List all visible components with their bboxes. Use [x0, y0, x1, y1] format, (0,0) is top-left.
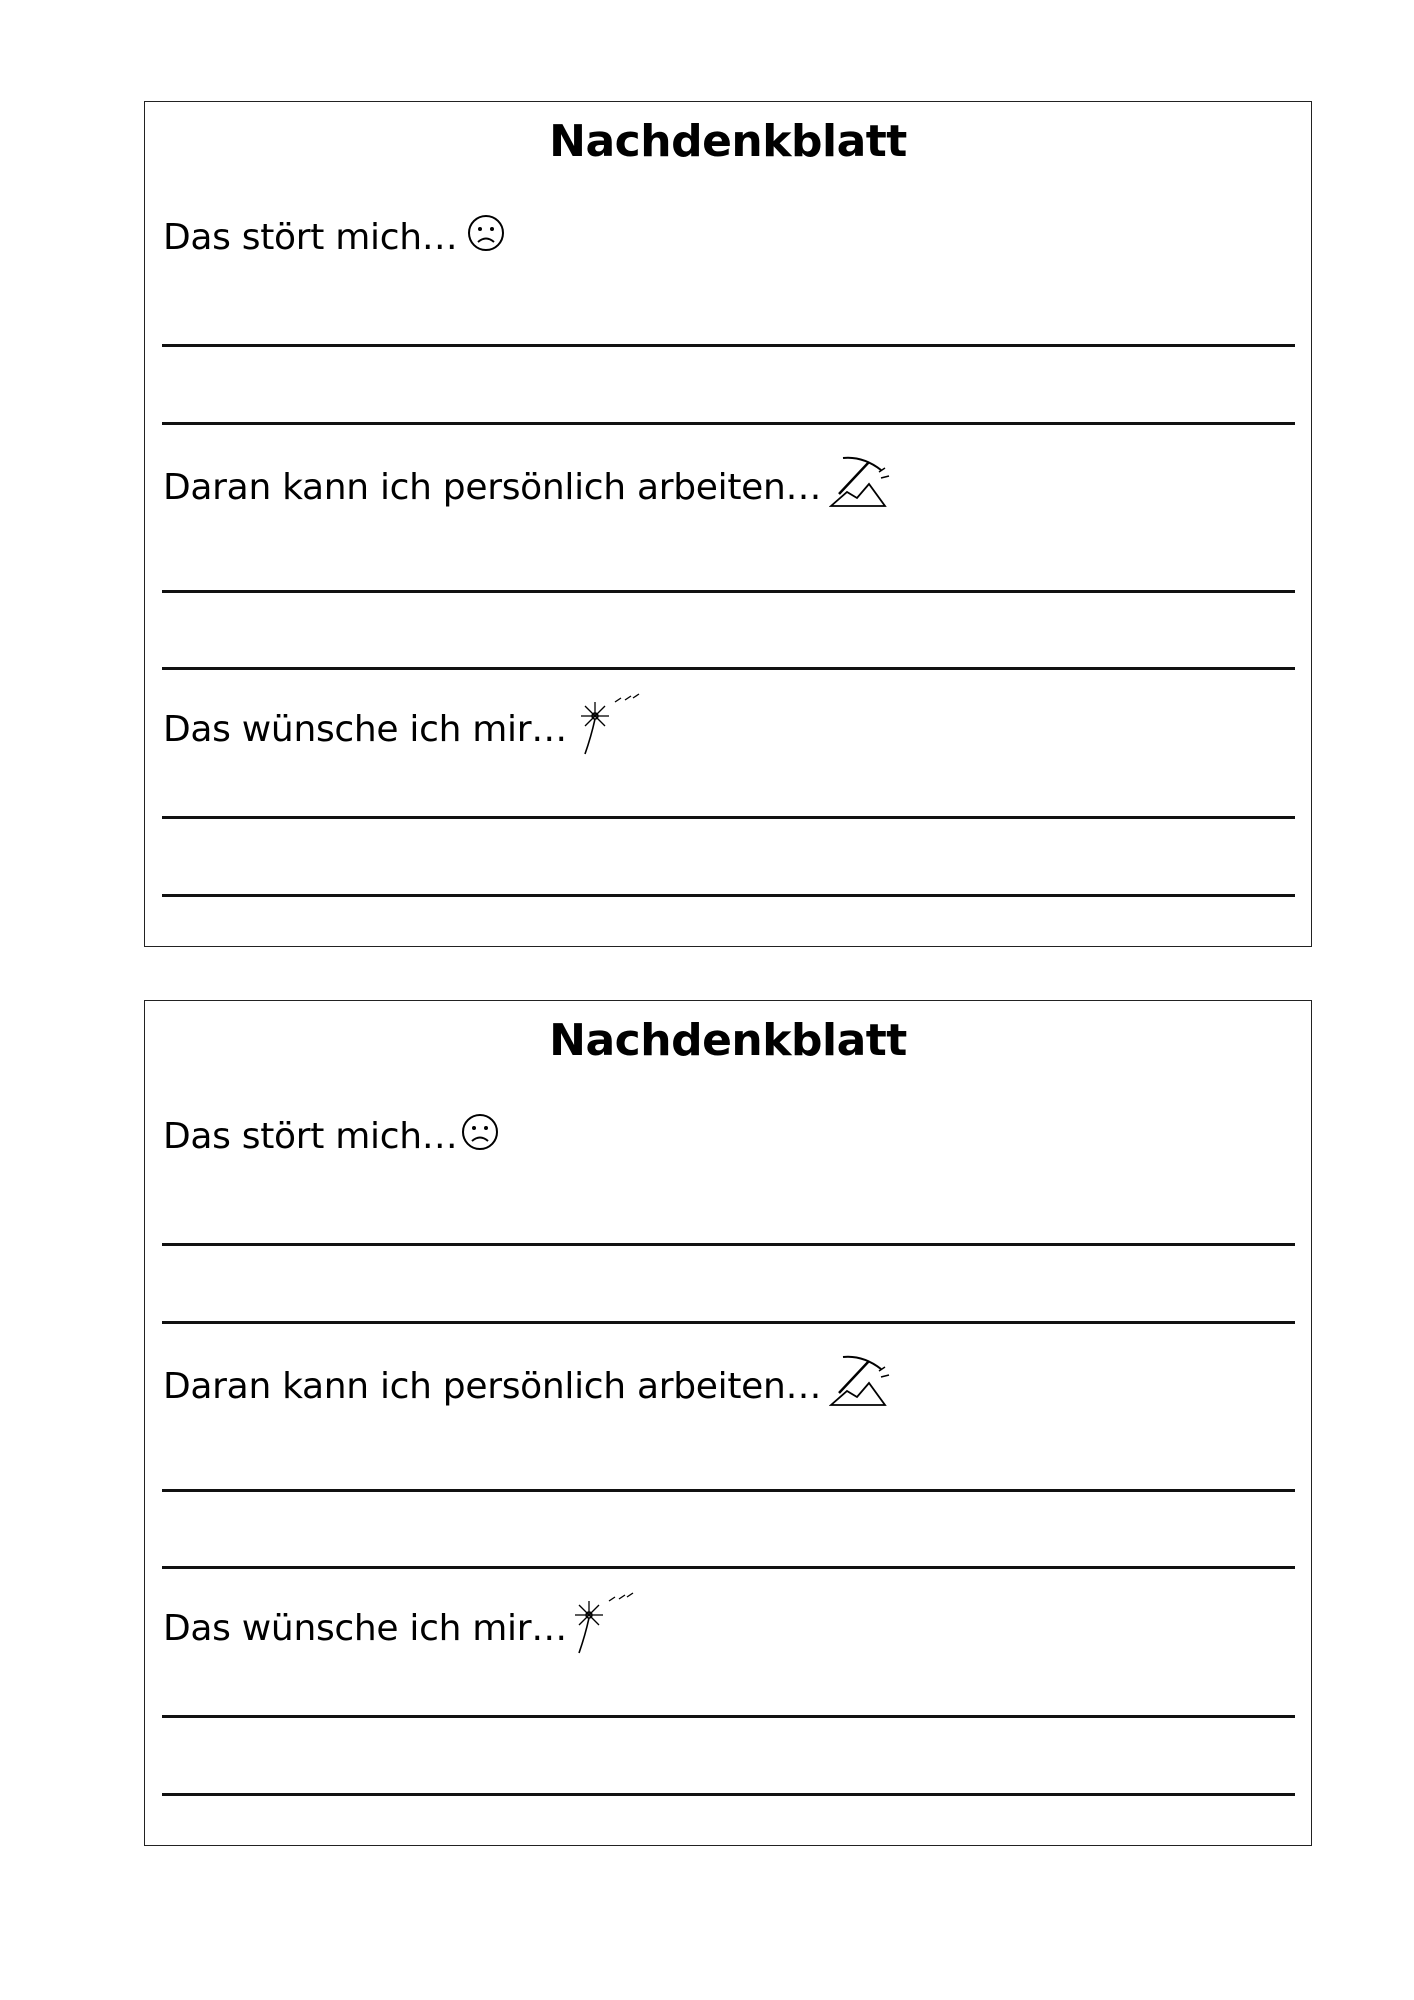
- writing-line[interactable]: [162, 1715, 1295, 1718]
- prompt-label: Das wünsche ich mir…: [163, 709, 567, 750]
- prompt-label: Das stört mich…: [163, 1116, 458, 1157]
- dandelion-icon: [575, 692, 641, 767]
- writing-line[interactable]: [162, 1243, 1295, 1246]
- sad-face-icon: [465, 212, 507, 263]
- prompt-bothers-me: [163, 1111, 501, 1162]
- prompt-can-work-on: [163, 1353, 895, 1420]
- pickaxe-icon: [829, 1353, 895, 1420]
- prompt-label: Daran kann ich persönlich arbeiten…: [163, 1366, 822, 1407]
- sad-face-icon: [459, 1111, 501, 1162]
- prompt-label: Das wünsche ich mir…: [163, 1608, 567, 1649]
- writing-line[interactable]: [162, 1793, 1295, 1796]
- writing-line[interactable]: [162, 344, 1295, 347]
- writing-line[interactable]: [162, 590, 1295, 593]
- card-title: Nachdenkblatt: [549, 116, 907, 167]
- prompt-i-wish: [163, 1591, 635, 1666]
- reflection-card-1: [144, 101, 1312, 947]
- prompt-bothers-me: [163, 212, 507, 263]
- reflection-card-2: [144, 1000, 1312, 1846]
- prompt-label: Das stört mich…: [163, 217, 458, 258]
- writing-line[interactable]: [162, 1489, 1295, 1492]
- writing-line[interactable]: [162, 422, 1295, 425]
- prompt-can-work-on: [163, 454, 895, 521]
- dandelion-icon: [569, 1591, 635, 1666]
- writing-line[interactable]: [162, 894, 1295, 897]
- card-title: Nachdenkblatt: [549, 1015, 907, 1066]
- writing-line[interactable]: [162, 816, 1295, 819]
- writing-line[interactable]: [162, 1321, 1295, 1324]
- writing-line[interactable]: [162, 1566, 1295, 1569]
- prompt-label: Daran kann ich persönlich arbeiten…: [163, 467, 822, 508]
- prompt-i-wish: [163, 692, 641, 767]
- writing-line[interactable]: [162, 667, 1295, 670]
- pickaxe-icon: [829, 454, 895, 521]
